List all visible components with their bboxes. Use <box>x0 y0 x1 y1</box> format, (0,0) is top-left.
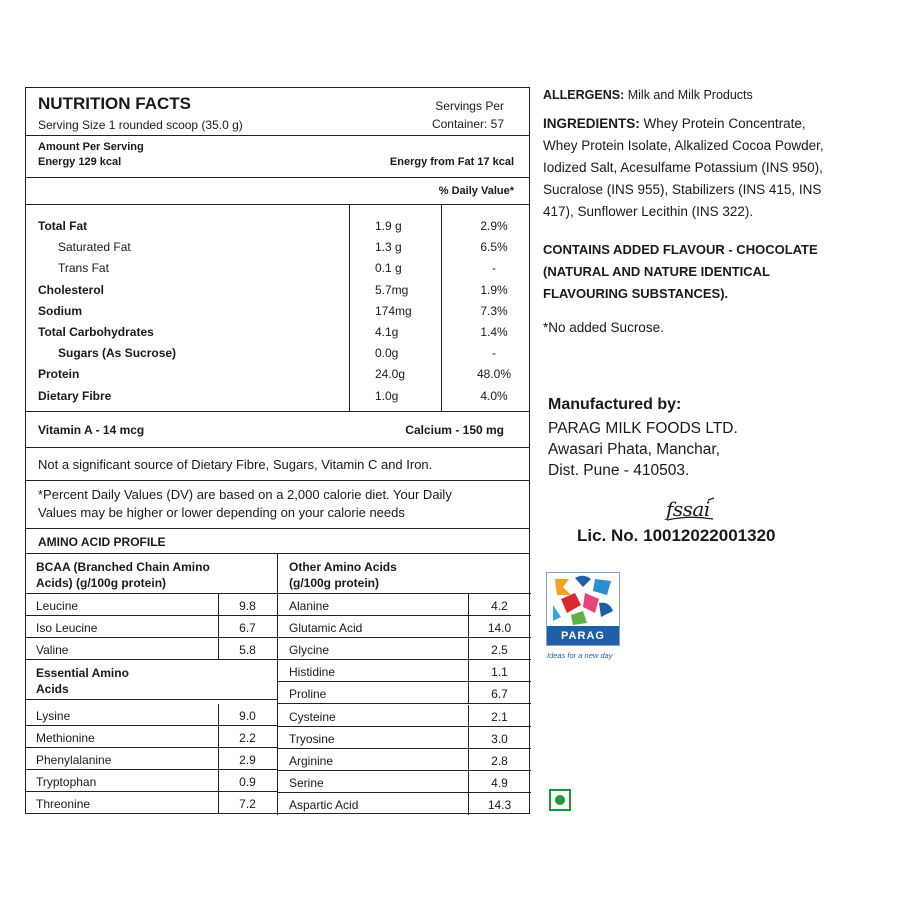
ingredients-line: Whey Protein Concentrate, <box>643 116 806 131</box>
other-amino-row <box>277 793 531 815</box>
energy-from-fat: Energy from Fat 17 kcal <box>389 156 514 168</box>
amino-acid-name: Phenylalanine <box>36 753 112 768</box>
amino-profile-title: AMINO ACID PROFILE <box>38 535 166 549</box>
other-amino-row <box>277 638 531 660</box>
parag-brand-name: PARAG <box>561 630 605 642</box>
other-amino-row <box>277 705 531 727</box>
nutrient-daily-value: 2.9% <box>480 219 508 233</box>
amino-acid-name: Glycine <box>289 643 330 658</box>
amino-acid-name: Valine <box>36 643 69 658</box>
bcaa-row <box>26 594 277 616</box>
amino-acid-value: 6.7 <box>239 621 256 636</box>
parag-logo-band <box>547 626 619 645</box>
nutrient-amount: 1.3 g <box>375 240 402 255</box>
other-amino-row <box>277 616 531 638</box>
daily-value-header-row <box>26 178 529 205</box>
manufacturer-line: PARAG MILK FOODS LTD. <box>548 420 738 437</box>
other-amino-header <box>277 554 531 594</box>
nutrient-daily-value: - <box>492 261 496 276</box>
nutrient-row <box>26 300 529 321</box>
fssai-logo-text: fssai <box>666 497 710 521</box>
nutrient-daily-value: 6.5% <box>480 240 508 255</box>
nutrient-amount: 0.0g <box>375 346 399 361</box>
amino-acid-name: Serine <box>289 775 324 790</box>
nutrient-row <box>26 257 529 278</box>
bcaa-header-line2: Acids) (g/100g protein) <box>36 576 167 590</box>
essential-amino-row <box>26 770 277 792</box>
amino-acid-value: 7.2 <box>239 797 256 812</box>
parag-logo-mark-icon <box>547 573 619 627</box>
essential-amino-row <box>26 792 277 814</box>
nutrient-daily-value: 1.9% <box>480 282 508 297</box>
other-amino-row <box>277 660 531 682</box>
ingredients-line: Sucralose (INS 955), Stabilizers (INS 415, INS <box>543 182 822 197</box>
essential-amino-row <box>26 726 277 748</box>
amino-acid-name: Leucine <box>36 599 79 613</box>
nutrient-daily-value: 7.3% <box>480 303 508 318</box>
nutrient-name: Sodium <box>38 303 82 318</box>
allergens-label: ALLERGENS: <box>543 88 625 102</box>
veg-dot-icon <box>555 795 565 805</box>
amino-acid-name: Tryosine <box>289 731 335 746</box>
amino-acid-value: 0.9 <box>239 775 256 790</box>
amino-acid-value: 2.9 <box>239 753 256 768</box>
amino-acid-name: Histidine <box>289 665 336 680</box>
bcaa-header-line1: BCAA (Branched Chain Amino <box>36 560 210 574</box>
daily-value-header: % Daily Value* <box>438 185 514 197</box>
nutrients-table <box>26 205 529 412</box>
other-amino-row <box>277 749 531 771</box>
flavour-line: FLAVOURING SUBSTANCES). <box>543 286 729 301</box>
amount-per-serving-label: Amount Per Serving <box>38 141 144 153</box>
daily-value-footnote-line1: *Percent Daily Values (DV) are based on a 2,000 calorie diet. Your Daily <box>38 487 452 502</box>
amino-acid-name: Iso Leucine <box>36 621 98 636</box>
nutrient-name: Trans Fat <box>58 261 109 276</box>
amino-acid-value: 2.8 <box>491 753 508 768</box>
ingredients-label: INGREDIENTS: <box>543 116 640 131</box>
essential-header-line2: Acids <box>36 682 69 696</box>
nutrient-name: Dietary Fibre <box>38 388 112 403</box>
amino-acid-name: Tryptophan <box>36 775 97 790</box>
flavour-line: CONTAINS ADDED FLAVOUR - CHOCOLATE <box>543 242 818 257</box>
flavour-block <box>543 239 818 305</box>
amino-acid-name: Aspartic Acid <box>289 797 359 812</box>
nutrient-name: Total Fat <box>38 219 88 233</box>
vitamin-a: Vitamin A - 14 mcg <box>38 423 145 437</box>
flavour-line: (NATURAL AND NATURE IDENTICAL <box>543 264 770 279</box>
bcaa-row <box>26 616 277 638</box>
amino-acid-name: Glutamic Acid <box>289 621 363 636</box>
amino-acid-value: 2.2 <box>239 731 256 746</box>
nutrient-name: Sugars (As Sucrose) <box>58 346 177 361</box>
manufacturer-line: Dist. Pune - 410503. <box>548 462 690 479</box>
daily-value-footnote-line2: Values may be higher or lower depending on your calorie needs <box>38 505 405 520</box>
amino-acid-value: 4.2 <box>491 599 508 613</box>
amino-acid-name: Cysteine <box>289 709 336 724</box>
nutrient-amount: 0.1 g <box>375 261 402 276</box>
not-significant-row <box>26 448 529 481</box>
nutrient-daily-value: - <box>492 346 496 361</box>
nutrient-amount: 1.0g <box>375 388 399 403</box>
other-amino-header-line2: (g/100g protein) <box>289 576 380 590</box>
bcaa-header <box>26 554 277 594</box>
nutrient-row <box>26 236 529 257</box>
calcium: Calcium - 150 mg <box>405 423 504 437</box>
amino-profile-header <box>26 529 529 554</box>
footnote-row <box>26 481 529 529</box>
other-amino-row <box>277 682 531 704</box>
essential-header-line1: Essential Amino <box>36 666 129 680</box>
nutrient-amount: 5.7mg <box>375 282 409 297</box>
essential-amino-row <box>26 748 277 770</box>
allergens <box>543 88 753 102</box>
amount-per-serving-section <box>26 136 529 178</box>
ingredients-block <box>543 113 824 223</box>
nutrient-name: Protein <box>38 367 80 382</box>
allergens-value: Milk and Milk Products <box>627 88 753 102</box>
servings-per-container-value: Container: 57 <box>431 117 504 131</box>
bcaa-row <box>26 638 277 660</box>
nutrient-row <box>26 385 529 406</box>
vitamins-row <box>26 412 529 448</box>
parag-logo <box>546 572 620 646</box>
amino-acid-value: 14.0 <box>487 621 512 636</box>
essential-amino-header <box>26 660 277 700</box>
amino-acid-table <box>26 554 529 815</box>
amino-acid-value: 14.3 <box>487 797 512 812</box>
manufactured-by-label: Manufactured by: <box>548 396 682 413</box>
amino-acid-value: 5.8 <box>239 643 256 658</box>
amino-acid-value: 9.8 <box>239 599 256 613</box>
nutrient-amount: 24.0g <box>375 367 406 382</box>
nutrient-amount: 4.1g <box>375 325 399 339</box>
nutrition-title: NUTRITION FACTS <box>38 94 191 113</box>
serving-size: Serving Size 1 rounded scoop (35.0 g) <box>38 118 243 132</box>
nutrient-amount: 1.9 g <box>375 219 402 233</box>
nutrient-name: Cholesterol <box>38 282 105 297</box>
amino-acid-name: Alanine <box>289 599 330 613</box>
fssai-swoosh-icon <box>664 497 716 523</box>
nutrient-row <box>26 342 529 363</box>
manufacturer-address <box>548 418 738 481</box>
license-number: Lic. No. 10012022001320 <box>577 526 776 545</box>
amino-acid-value: 1.1 <box>491 665 508 680</box>
nutrient-daily-value: 1.4% <box>480 325 508 339</box>
amino-acid-name: Lysine <box>36 709 71 723</box>
nutrient-daily-value: 48.0% <box>476 367 512 382</box>
nutrient-row <box>26 279 529 300</box>
amino-acid-value: 2.1 <box>491 709 508 724</box>
nutrition-header <box>26 88 529 136</box>
energy-value: Energy 129 kcal <box>38 156 122 168</box>
amino-acid-value: 6.7 <box>491 687 508 702</box>
nutrient-row <box>26 215 529 236</box>
nutrient-row <box>26 321 529 342</box>
amino-acid-value: 4.9 <box>491 775 508 790</box>
fssai-logo <box>664 497 716 523</box>
nutrient-amount: 174mg <box>375 303 412 318</box>
amino-acid-value: 2.5 <box>491 643 508 658</box>
ingredients-line: 417), Sunflower Lecithin (INS 322). <box>543 204 754 219</box>
nutrition-facts-panel <box>25 87 530 814</box>
other-amino-header-line1: Other Amino Acids <box>289 560 397 574</box>
other-amino-row <box>277 727 531 749</box>
nutrient-row <box>26 363 529 384</box>
parag-tagline: Ideas for a new day <box>547 651 613 660</box>
amino-acid-name: Threonine <box>36 797 91 812</box>
essential-amino-row <box>26 704 277 726</box>
amino-acid-name: Arginine <box>289 753 334 768</box>
amino-acid-name: Proline <box>289 687 327 702</box>
amino-acid-value: 9.0 <box>239 709 256 723</box>
manufacturer-line: Awasari Phata, Manchar, <box>548 441 721 458</box>
ingredients-line: Iodized Salt, Acesulfame Potassium (INS 950), <box>543 160 823 175</box>
no-sucrose-note: *No added Sucrose. <box>543 320 664 335</box>
not-significant-note: Not a significant source of Dietary Fibre, Sugars, Vitamin C and Iron. <box>38 457 433 472</box>
nutrient-name: Saturated Fat <box>58 240 131 255</box>
nutrient-name: Total Carbohydrates <box>38 325 154 339</box>
veg-symbol-icon <box>549 789 571 811</box>
other-amino-row <box>277 771 531 793</box>
servings-per-container-label: Servings Per <box>435 99 504 113</box>
amino-acid-value: 3.0 <box>491 731 508 746</box>
ingredients-line: Whey Protein Isolate, Alkalized Cocoa Powder, <box>543 138 824 153</box>
nutrient-daily-value: 4.0% <box>480 388 508 403</box>
amino-acid-name: Methionine <box>36 731 95 746</box>
other-amino-row <box>277 594 531 616</box>
